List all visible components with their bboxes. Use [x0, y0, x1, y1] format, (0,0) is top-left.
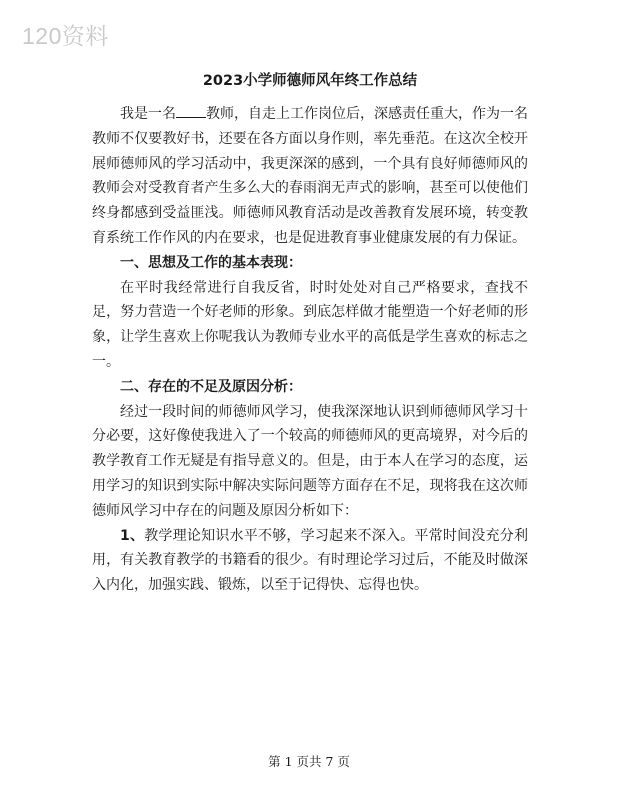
document-title: 2023小学师德师风年终工作总结 [202, 73, 418, 89]
item1-text: 教学理论知识水平不够，学习起来不深入。平常时间没充分利用，有关教育教学的书籍看的很少。有时理论学习过后，不能及时做深入内化，加强实践、锻炼，以至于记得快、忘得也快。 [92, 527, 529, 594]
watermark: 120资料 [22, 23, 109, 49]
fill-in-blank [176, 103, 206, 118]
item1-number: 1、 [120, 527, 145, 544]
document-body [92, 70, 528, 598]
section1-heading: 一、思想及工作的基本表现： [120, 254, 302, 271]
section2-paragraph: 经过一段时间的师德师风学习，使我深深地认识到师德师风学习十分必要，这好像使我进入了一个较高的师德师风的更高境界，对今后的教学教育工作无疑是有指导意义的。但是，由于本人在学习的态度，运用学习的知识到实际中解决实际问题等方面存在不足，现将我在这次师德师风学习中存在的问题及原因分析如下： [92, 403, 528, 519]
section1-paragraph: 在平时我经常进行自我反省，时时处处对自己严格要求，查找不足，努力营造一个好老师的形象。到底怎样做才能塑造一个好老师的形象，让学生喜欢上你呢我认为教师专业水平的高低是学生喜欢的标志之一。 [92, 279, 528, 370]
intro-text-after-blank: 教师，自走上工作岗位后，深感责任重大，作为一名教师不仅要教好书，还要在各方面以身作则，率先垂范。在这次全校开展师德师风的学习活动中，我更深深的感到，一个具有良好师德师风的教师会对受教育者产生多么大的春雨润无声式的影响，甚至可以使他们终身都感到受益匪浅。师德师风教育活动是改善教育发展环境，转变教育系统工作作风的内在要求，也是促进教育事业健康发展的有力保证。 [92, 106, 528, 246]
section2-heading: 二、存在的不足及原因分析： [120, 378, 302, 395]
intro-paragraph [92, 102, 528, 251]
item1-paragraph [92, 524, 528, 598]
page-footer: 第 1 页共 7 页 [268, 754, 350, 769]
intro-text-before-blank: 我是一名 [120, 106, 176, 122]
